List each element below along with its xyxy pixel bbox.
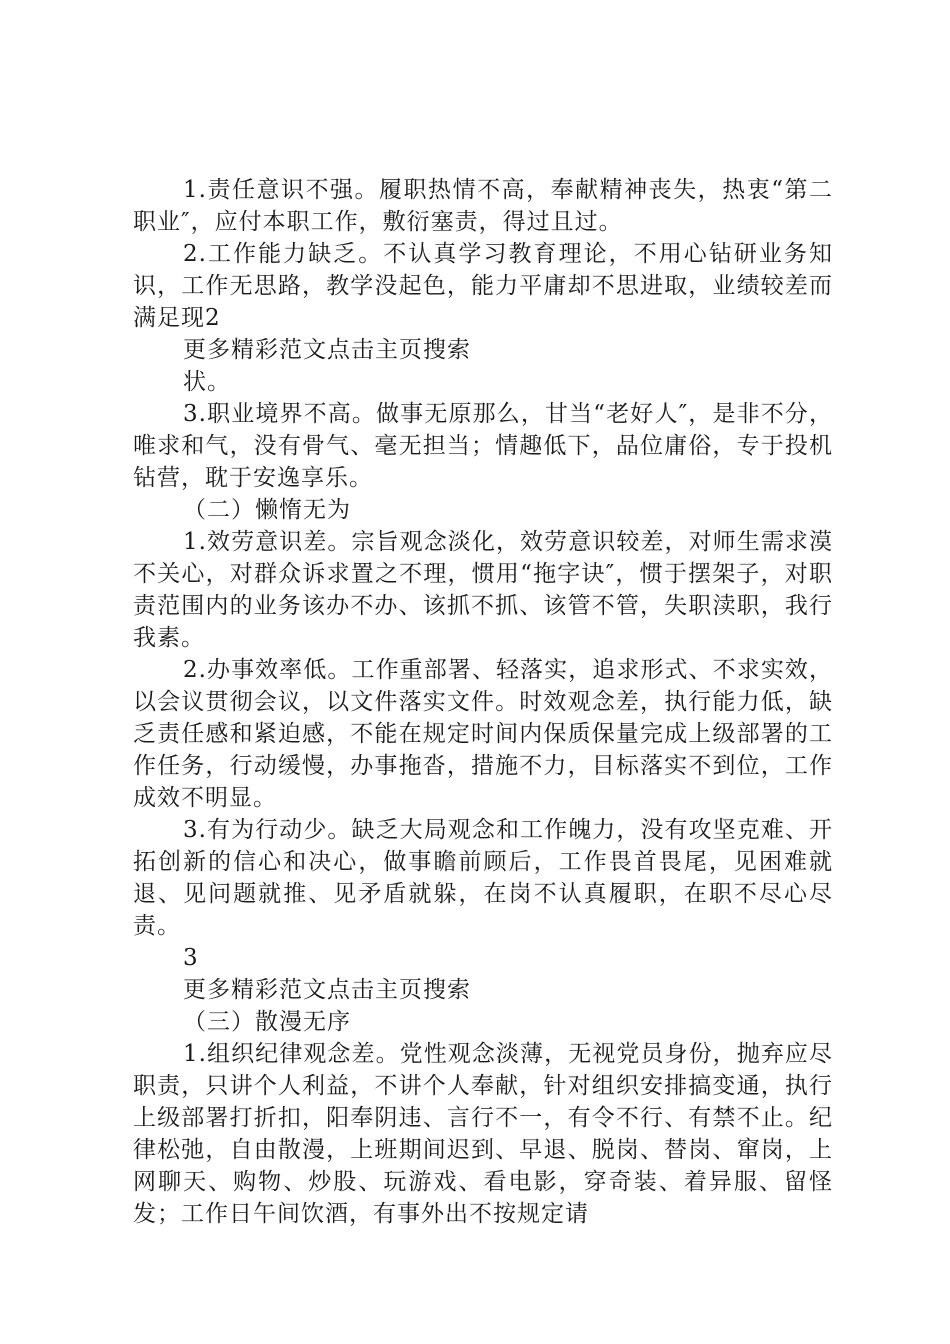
page-footer-note-2: 更多精彩范文点击主页搜索	[183, 977, 471, 1003]
paragraph-career-realm: 3.职业境界不高。做事无原那么，甘当“老好人″，是非不分，唯求和气，没有骨气、毫无担当；情趣低下，品位庸俗，专于投机钻营，耽于安逸享乐。	[133, 401, 833, 491]
paragraph-efficiency: 2.办事效率低。工作重部署、轻落实，追求形式、不求实效，以会议贯彻会议，以文件落实文件。时效观念差，执行能力低，缺乏责任感和紧迫感，不能在规定时间内保质保量完成上级部署的工作任务，行动缓慢，办事拖沓，措施不力，目标落实不到位，工作成效不明显。	[133, 657, 833, 811]
paragraph-action: 3.有为行动少。缺乏大局观念和工作魄力，没有攻坚克难、开拓创新的信心和决心，做事瞻前顾后，工作畏首畏尾，见困难就退、见问题就推、见矛盾就躲，在岗不认真履职，在职不尽心尽责。	[133, 817, 833, 939]
paragraph-responsibility: 1.责任意识不强。履职热情不高，奉献精神丧失，热衷“第二职业″，应付本职工作，敷衍塞责，得过且过。	[133, 177, 833, 235]
paragraph-service: 1.效劳意识差。宗旨观念淡化，效劳意识较差，对师生需求漠不关心，对群众诉求置之不理，惯用“拖字诀″，惯于摆架子，对职责范围内的业务该办不办、该抓不抓、该管不管，失职渎职，我行我素。	[133, 529, 833, 651]
page-footer-note: 更多精彩范文点击主页搜索	[183, 337, 471, 363]
section-heading-3: （三）散漫无序	[183, 1009, 351, 1035]
page-number: 3	[183, 945, 199, 971]
paragraph-discipline: 1.组织纪律观念差。党性观念淡薄，无视党员身份，抛弃应尽职责，只讲个人利益，不讲个人奉献，针对组织安排搞变通，执行上级部署打折扣，阳奉阴违、言行不一，有令不行、有禁不止。纪律松弛，自由散漫，上班期间迟到、早退、脱岗、替岗、窜岗，上网聊天、购物、炒股、玩游戏、看电影，穿奇装、着异服、留怪发；工作日午间饮酒，有事外出不按规定请	[133, 1041, 833, 1227]
paragraph-continuation: 状。	[183, 369, 231, 395]
document-body	[133, 174, 833, 1230]
section-heading-2: （二）懒惰无为	[183, 497, 351, 523]
paragraph-ability: 2.工作能力缺乏。不认真学习教育理论，不用心钻研业务知识，工作无思路，教学没起色，能力平庸却不思进取，业绩较差而满足现2	[133, 241, 833, 331]
